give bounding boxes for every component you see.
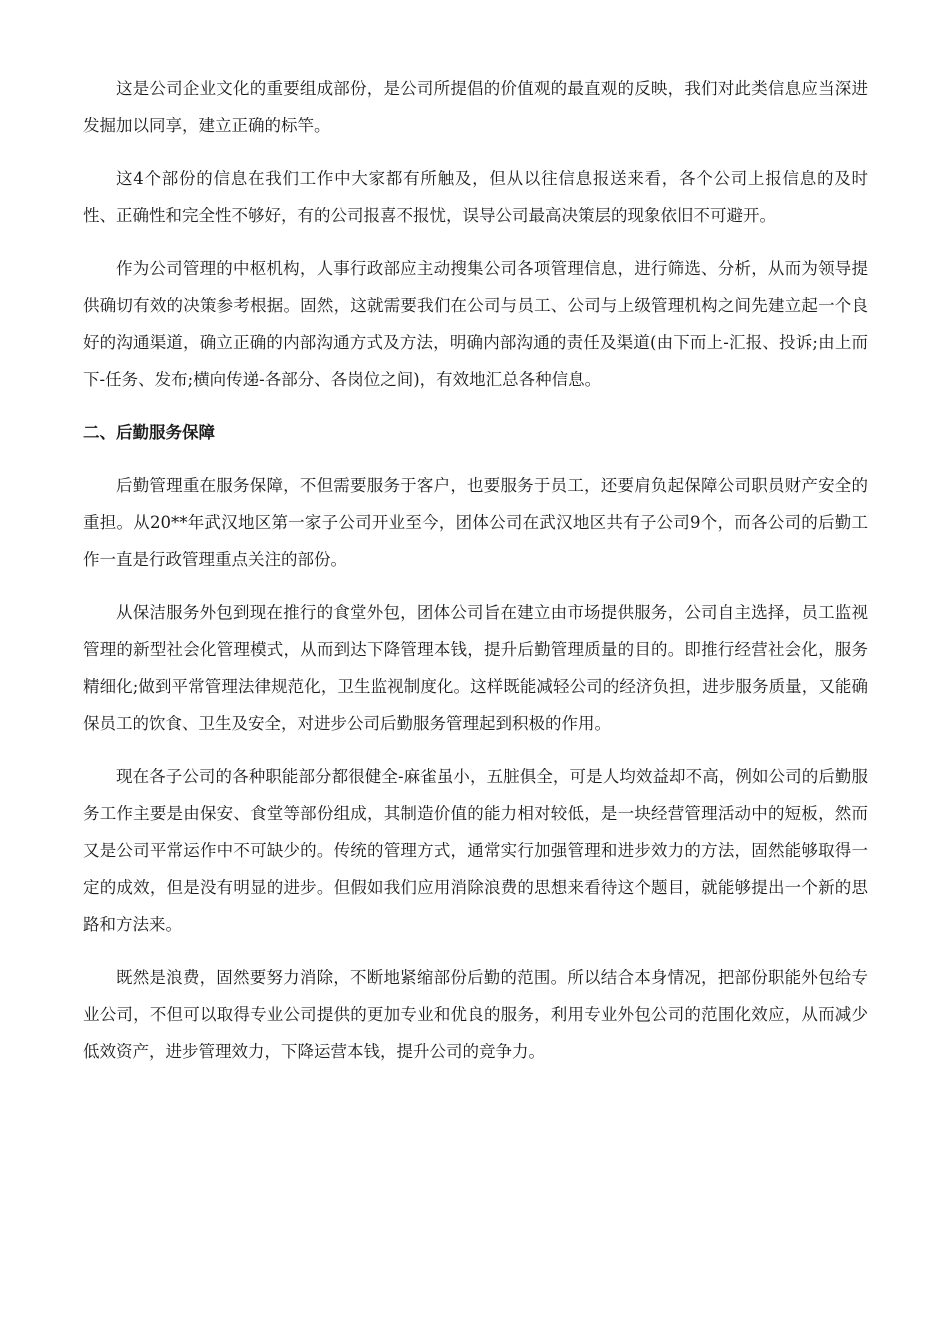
document-page [83, 70, 868, 1086]
paragraph-logistics-overview: 后勤管理重在服务保障，不但需要服务于客户，也要服务于员工，还要肩负起保障公司职员财产安全的重担。从20**年武汉地区第一家子公司开业至今，团体公司在武汉地区共有子公司9个，而各公司的后勤工作一直是行政管理重点关注的部份。 [83, 476, 868, 569]
section-heading-logistics: 二、后勤服务保障 [83, 423, 215, 442]
paragraph-hr-admin-role: 作为公司管理的中枢机构，人事行政部应主动搜集公司各项管理信息，进行筛选、分析，从而为领导提供确切有效的决策参考根据。固然，这就需要我们在公司与员工、公司与上级管理机构之间先建立起一个良好的沟通渠道，确立正确的内部沟通方式及方法，明确内部沟通的责任及渠道(由下而上-汇报、投诉;由上而下-任务、发布;横向传递-各部分、各岗位之间)，有效地汇总各种信息。 [83, 259, 868, 389]
paragraph-corporate-culture: 这是公司企业文化的重要组成部份，是公司所提倡的价值观的最直观的反映，我们对此类信息应当深进发掘加以同享，建立正确的标竿。 [83, 79, 868, 135]
paragraph-efficiency-issue: 现在各子公司的各种职能部分都很健全-麻雀虽小，五脏俱全，可是人均效益却不高，例如公司的后勤服务工作主要是由保安、食堂等部份组成，其制造价值的能力相对较低，是一块经营管理活动中的短板，然而又是公司平常运作中不可缺少的。传统的管理方式，通常实行加强管理和进步效力的方法，固然能够取得一定的成效，但是没有明显的进步。但假如我们应用消除浪费的思想来看待这个题目，就能够提出一个新的思路和方法来。 [83, 767, 868, 934]
paragraph-outsourcing-model: 从保洁服务外包到现在推行的食堂外包，团体公司旨在建立由市场提供服务，公司自主选择，员工监视管理的新型社会化管理模式，从而到达下降管理本钱，提升后勤管理质量的目的。即推行经营社会化，服务精细化;做到平常管理法律规范化，卫生监视制度化。这样既能减轻公司的经济负担，进步服务质量，又能确保员工的饮食、卫生及安全，对进步公司后勤服务管理起到积极的作用。 [83, 603, 868, 733]
paragraph-waste-elimination: 既然是浪费，固然要努力消除，不断地紧缩部份后勤的范围。所以结合本身情况，把部份职能外包给专业公司，不但可以取得专业公司提供的更加专业和优良的服务，利用专业外包公司的范围化效应，从而减少低效资产，进步管理效力，下降运营本钱，提升公司的竞争力。 [83, 968, 868, 1061]
paragraph-information-reporting: 这4个部份的信息在我们工作中大家都有所触及，但从以往信息报送来看，各个公司上报信息的及时性、正确性和完全性不够好，有的公司报喜不报忧，误导公司最高决策层的现象依旧不可避开。 [83, 169, 868, 225]
